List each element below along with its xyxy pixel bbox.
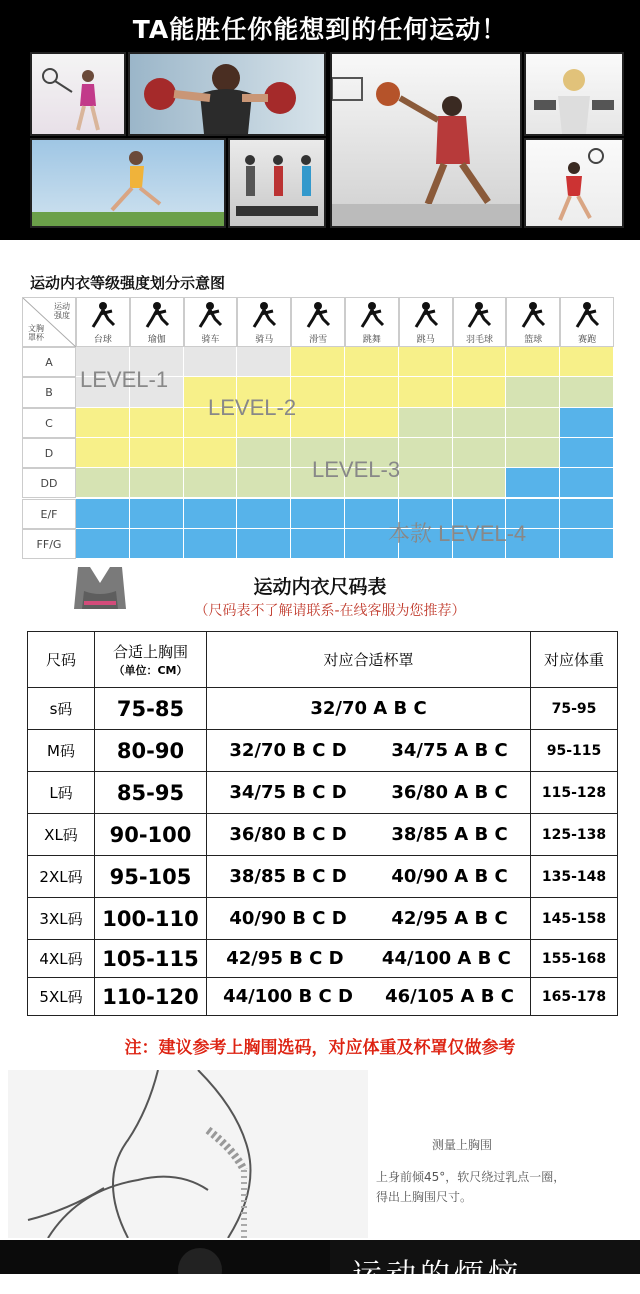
level-cell	[560, 499, 614, 529]
cup-label: C	[22, 408, 76, 438]
level-cell	[130, 438, 184, 468]
measure-desc-line2: 得出上胸围尺寸。	[376, 1190, 473, 1204]
cup-cell	[207, 978, 531, 1016]
cup-value-2: 44/100 A B C	[381, 948, 511, 969]
sport-column-3	[184, 297, 238, 347]
sport-column-6	[345, 297, 399, 347]
cup-label: D	[22, 438, 76, 468]
size-row	[28, 772, 618, 814]
size-table-title: 运动内衣尺码表	[253, 576, 387, 598]
level-cell	[453, 438, 507, 468]
level-cell	[345, 408, 399, 438]
cup-cell	[207, 940, 531, 978]
size-row	[28, 940, 618, 978]
sport-label: 台球	[93, 335, 112, 345]
sport-icon	[411, 301, 441, 329]
cup-cell	[207, 898, 531, 940]
sport-column-1	[76, 297, 130, 347]
sport-column-4	[237, 297, 291, 347]
sport-icon	[572, 301, 602, 329]
sport-label: 跳马	[416, 335, 435, 345]
cup-label: E/F	[22, 499, 76, 529]
sport-column-7	[399, 297, 453, 347]
level-cell	[399, 468, 453, 498]
size-row	[28, 730, 618, 772]
fitness-photo	[524, 52, 624, 136]
size-table-subtitle: （尺码表不了解请联系-在线客服为您推荐）	[194, 603, 466, 619]
sport-label: 骑马	[255, 335, 274, 345]
level-cell	[453, 408, 507, 438]
header-weight: 对应体重	[531, 632, 618, 688]
level-cell	[560, 468, 614, 498]
level-cell	[76, 529, 130, 559]
level-cell	[76, 408, 130, 438]
level-cell	[76, 438, 130, 468]
level-cell	[130, 529, 184, 559]
sport-label: 瑜伽	[147, 335, 166, 345]
cup-cell	[207, 772, 531, 814]
weight-cell: 75-95	[531, 688, 618, 730]
sport-column-8	[453, 297, 507, 347]
level-cell	[291, 499, 345, 529]
sport-icon	[195, 301, 225, 329]
sport-icon	[357, 301, 387, 329]
cup-label: FF/G	[22, 529, 76, 559]
level-chart-title: 运动内衣等级强度划分示意图	[30, 274, 226, 292]
level-cell	[291, 408, 345, 438]
level-cell	[506, 377, 560, 407]
size-table	[27, 631, 618, 1016]
size-cell: 2XL码	[28, 856, 95, 898]
cup-value-1: 36/80 B C D	[229, 824, 347, 845]
level-cell	[184, 438, 238, 468]
level-cell	[506, 438, 560, 468]
measure-illustration	[8, 1070, 368, 1238]
sports-banner	[0, 0, 640, 240]
level-cell	[506, 468, 560, 498]
boxing-photo	[128, 52, 326, 136]
size-table-header-row	[28, 632, 618, 688]
sport-icon	[303, 301, 333, 329]
size-row	[28, 978, 618, 1016]
level-cell	[184, 529, 238, 559]
bust-cell: 90-100	[95, 814, 207, 856]
level-cell	[291, 347, 345, 377]
size-row	[28, 814, 618, 856]
weight-cell: 115-128	[531, 772, 618, 814]
corner-top-label: 运动强度	[54, 302, 70, 320]
level-cell	[399, 377, 453, 407]
bust-cell: 80-90	[95, 730, 207, 772]
weight-cell: 155-168	[531, 940, 618, 978]
level-1-label: LEVEL-1	[80, 367, 169, 392]
footer-text: 运动的烦恼	[352, 1258, 522, 1293]
cup-value-2: 36/80 A B C	[391, 782, 508, 803]
cup-value-2: 46/105 A B C	[385, 986, 514, 1007]
cup-value-1: 42/95 B C D	[226, 948, 344, 969]
bust-cell: 75-85	[95, 688, 207, 730]
level-cell	[184, 499, 238, 529]
weight-cell: 165-178	[531, 978, 618, 1016]
bust-cell: 105-115	[95, 940, 207, 978]
level-cell	[291, 377, 345, 407]
cup-label: A	[22, 347, 76, 377]
level-cell	[291, 529, 345, 559]
level-cell	[560, 529, 614, 559]
header-cup: 对应合适杯罩	[207, 632, 531, 688]
step-aerobics-photo	[228, 138, 326, 228]
cup-value-2: 34/75 A B C	[391, 740, 508, 761]
size-row	[28, 898, 618, 940]
cup-value-2: 38/85 A B C	[391, 824, 508, 845]
level-cell	[76, 468, 130, 498]
level-cell	[130, 468, 184, 498]
bust-cell: 95-105	[95, 856, 207, 898]
cup-value-1: 44/100 B C D	[223, 986, 353, 1007]
badminton-photo	[524, 138, 624, 228]
size-row	[28, 688, 618, 730]
level-cell	[237, 499, 291, 529]
level-cell	[184, 347, 238, 377]
level-cell	[237, 468, 291, 498]
sport-icon	[464, 301, 494, 329]
level-cell	[76, 499, 130, 529]
footer-banner	[0, 1240, 640, 1274]
sport-column-2	[130, 297, 184, 347]
level-cell	[506, 347, 560, 377]
level-cell	[453, 377, 507, 407]
weight-cell: 125-138	[531, 814, 618, 856]
level-chart-grid	[22, 297, 614, 559]
level-cell	[345, 377, 399, 407]
level-cell	[506, 408, 560, 438]
tennis-photo	[30, 52, 126, 136]
sport-label: 滑雪	[309, 335, 328, 345]
cup-cell	[207, 856, 531, 898]
size-cell: M码	[28, 730, 95, 772]
sport-label: 篮球	[524, 335, 543, 345]
level-cell	[237, 529, 291, 559]
header-bust-unit: （单位：CM）	[113, 664, 188, 677]
cup-cell	[207, 730, 531, 772]
sport-column-9	[506, 297, 560, 347]
cup-label: B	[22, 377, 76, 407]
cup-value-1: 34/75 B C D	[229, 782, 347, 803]
size-cell: 3XL码	[28, 898, 95, 940]
sport-icon	[88, 301, 118, 329]
level-cell	[560, 377, 614, 407]
level-cell	[184, 468, 238, 498]
running-photo	[30, 138, 226, 228]
level-cell	[560, 408, 614, 438]
sport-icon	[249, 301, 279, 329]
measure-title: 测量上胸围	[432, 1138, 493, 1152]
level-3-label: LEVEL-3	[312, 457, 401, 482]
grid-corner	[22, 297, 76, 347]
size-cell: L码	[28, 772, 95, 814]
banner-title: TA能胜任你能想到的任何运动！	[132, 15, 508, 44]
corner-bottom-label: 文胸罩杯	[28, 324, 44, 342]
weight-cell: 95-115	[531, 730, 618, 772]
cup-label: DD	[22, 468, 76, 498]
sport-column-10	[560, 297, 614, 347]
basketball-photo	[330, 52, 522, 228]
measure-desc-line1: 上身前倾45°，软尺绕过乳点一圈，	[376, 1170, 566, 1184]
cup-value-1: 32/70 A B C	[310, 698, 427, 719]
header-bust-label: 合适上胸围	[112, 643, 188, 661]
size-note: 注：建议参考上胸围选码，对应体重及杯罩仅做参考	[124, 1038, 516, 1058]
header-size: 尺码	[28, 632, 95, 688]
level-cell	[399, 408, 453, 438]
bust-cell: 85-95	[95, 772, 207, 814]
size-cell: 4XL码	[28, 940, 95, 978]
size-row	[28, 856, 618, 898]
sport-icon	[142, 301, 172, 329]
level-2-label: LEVEL-2	[208, 395, 297, 420]
level-cell	[345, 347, 399, 377]
weight-cell: 145-158	[531, 898, 618, 940]
cup-cell	[207, 814, 531, 856]
level-cell	[453, 468, 507, 498]
cup-value-1: 32/70 B C D	[229, 740, 347, 761]
sport-label: 跳舞	[362, 335, 381, 345]
sport-label: 骑车	[201, 335, 220, 345]
bust-cell: 110-120	[95, 978, 207, 1016]
level-cell	[237, 438, 291, 468]
weight-cell: 135-148	[531, 856, 618, 898]
level-cell	[399, 347, 453, 377]
level-cell	[130, 499, 184, 529]
cup-value-2: 40/90 A B C	[391, 866, 508, 887]
cup-cell	[207, 688, 531, 730]
level-4-label: 本款 LEVEL-4	[388, 521, 527, 546]
size-cell: s码	[28, 688, 95, 730]
cup-value-1: 40/90 B C D	[229, 908, 347, 929]
size-cell: 5XL码	[28, 978, 95, 1016]
sport-icon	[518, 301, 548, 329]
header-bust	[95, 632, 207, 688]
size-cell: XL码	[28, 814, 95, 856]
level-cell	[130, 408, 184, 438]
level-cell	[560, 347, 614, 377]
level-cell	[560, 438, 614, 468]
bust-cell: 100-110	[95, 898, 207, 940]
sport-column-5	[291, 297, 345, 347]
cup-value-2: 42/95 A B C	[391, 908, 508, 929]
level-cell	[237, 347, 291, 377]
sport-label: 羽毛球	[465, 335, 493, 345]
level-cell	[453, 347, 507, 377]
sport-label: 赛跑	[578, 335, 597, 345]
cup-value-1: 38/85 B C D	[229, 866, 347, 887]
level-cell	[399, 438, 453, 468]
